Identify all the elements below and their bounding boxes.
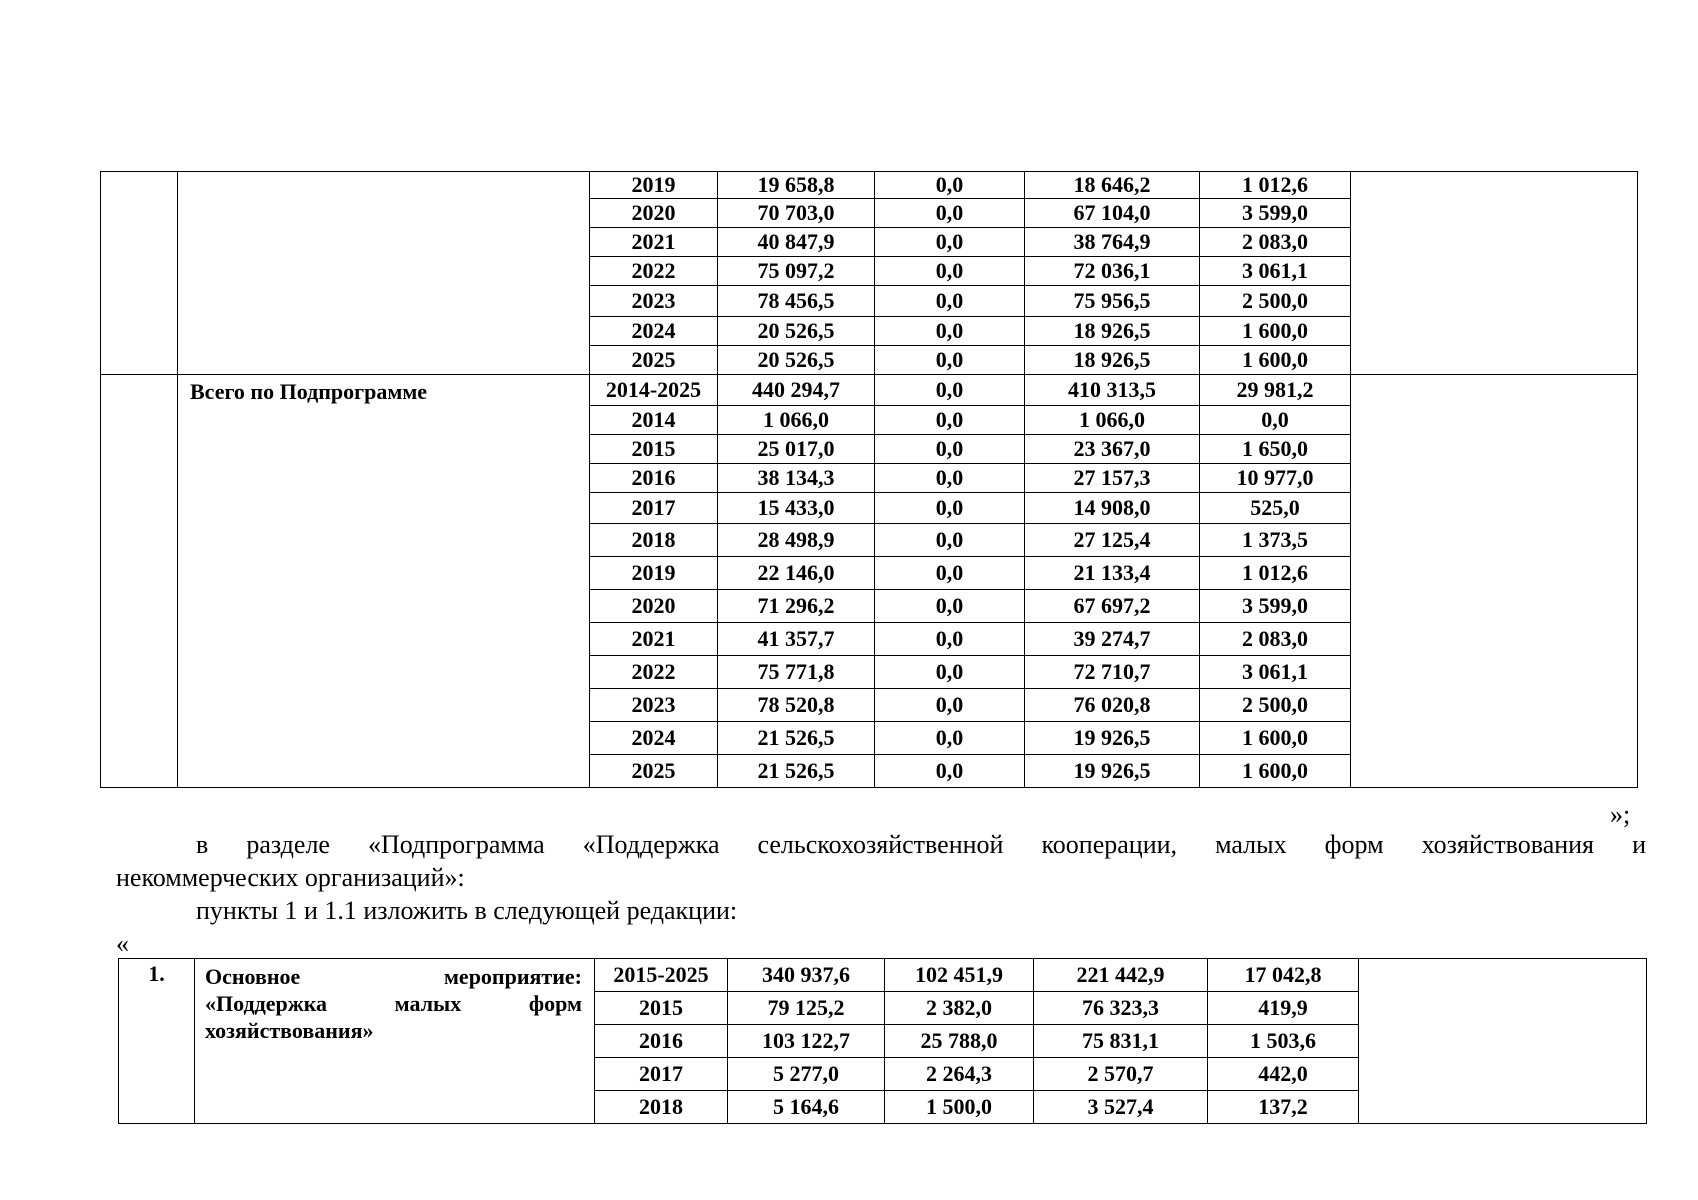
table-cell: 75 831,1 bbox=[1034, 1025, 1208, 1058]
table-cell: 2 500,0 bbox=[1200, 286, 1351, 317]
empty-cell bbox=[178, 172, 590, 375]
table-cell: 27 125,4 bbox=[1025, 524, 1200, 557]
table-cell: 15 433,0 bbox=[718, 493, 875, 524]
table-cell: 440 294,7 bbox=[718, 375, 875, 406]
table-cell: 221 442,9 bbox=[1034, 959, 1208, 992]
table-cell: 17 042,8 bbox=[1208, 959, 1359, 992]
table-cell: 0,0 bbox=[875, 435, 1025, 464]
measure-label-cell bbox=[195, 959, 595, 1124]
table-cell: 0,0 bbox=[875, 755, 1025, 788]
measure-label-line: хозяйствования» bbox=[205, 1018, 374, 1043]
table-cell: 1 600,0 bbox=[1200, 317, 1351, 346]
table-cell: 18 646,2 bbox=[1025, 172, 1200, 199]
table-cell: 25 788,0 bbox=[885, 1025, 1034, 1058]
table-cell: 2017 bbox=[595, 1058, 728, 1091]
paragraph-section-reference: в разделе «Подпрограмма «Поддержка сельскохозяйственной кооперации, малых форм хозяйствования и bbox=[196, 830, 1646, 859]
table-cell: 1 650,0 bbox=[1200, 435, 1351, 464]
table-cell: 1 600,0 bbox=[1200, 346, 1351, 375]
table-cell: 1 066,0 bbox=[718, 406, 875, 435]
table-cell: 72 036,1 bbox=[1025, 257, 1200, 286]
table-cell: 0,0 bbox=[875, 689, 1025, 722]
table-row bbox=[119, 959, 1647, 992]
table-cell: 21 133,4 bbox=[1025, 557, 1200, 590]
table-cell: 102 451,9 bbox=[885, 959, 1034, 992]
table-cell: 1 012,6 bbox=[1200, 172, 1351, 199]
table-cell: 0,0 bbox=[1200, 406, 1351, 435]
table-cell: 21 526,5 bbox=[718, 722, 875, 755]
table-cell: 0,0 bbox=[875, 406, 1025, 435]
measure-label-line: Основное мероприятие: bbox=[205, 964, 582, 989]
table-cell: 1 600,0 bbox=[1200, 722, 1351, 755]
table-cell: 2025 bbox=[590, 755, 718, 788]
table-cell: 27 157,3 bbox=[1025, 464, 1200, 493]
table-cell: 1 503,6 bbox=[1208, 1025, 1359, 1058]
table-cell: 2024 bbox=[590, 317, 718, 346]
table-cell: 2 500,0 bbox=[1200, 689, 1351, 722]
table-cell: 0,0 bbox=[875, 722, 1025, 755]
table-cell: 10 977,0 bbox=[1200, 464, 1351, 493]
table-cell: 0,0 bbox=[875, 656, 1025, 689]
table-cell: 340 937,6 bbox=[728, 959, 885, 992]
table-cell: 76 323,3 bbox=[1034, 992, 1208, 1025]
empty-cell bbox=[101, 375, 178, 788]
open-quote: « bbox=[116, 929, 129, 958]
table-cell: 3 061,1 bbox=[1200, 257, 1351, 286]
table-cell: 2022 bbox=[590, 257, 718, 286]
table-cell: 2 570,7 bbox=[1034, 1058, 1208, 1091]
table-cell: 78 520,8 bbox=[718, 689, 875, 722]
table-cell: 2 083,0 bbox=[1200, 228, 1351, 257]
measure-label-line: «Поддержка малых форм bbox=[205, 991, 582, 1016]
table-cell: 1 012,6 bbox=[1200, 557, 1351, 590]
table-cell: 2019 bbox=[590, 172, 718, 199]
table-cell: 2025 bbox=[590, 346, 718, 375]
table-cell: 2024 bbox=[590, 722, 718, 755]
table-cell: 2019 bbox=[590, 557, 718, 590]
table-cell: 71 296,2 bbox=[718, 590, 875, 623]
budget-table-continued bbox=[100, 171, 1638, 788]
table-cell: 0,0 bbox=[875, 257, 1025, 286]
table-cell: 0,0 bbox=[875, 375, 1025, 406]
table-cell: 21 526,5 bbox=[718, 755, 875, 788]
item-number: 1. bbox=[119, 959, 195, 1124]
table-cell: 2 264,3 bbox=[885, 1058, 1034, 1091]
total-label: Всего по Подпрограмме bbox=[190, 379, 428, 404]
table-cell: 2020 bbox=[590, 590, 718, 623]
table-cell: 28 498,9 bbox=[718, 524, 875, 557]
table-cell: 20 526,5 bbox=[718, 346, 875, 375]
table-cell: 76 020,8 bbox=[1025, 689, 1200, 722]
table-cell: 75 097,2 bbox=[718, 257, 875, 286]
table-cell: 5 164,6 bbox=[728, 1091, 885, 1124]
table-cell: 0,0 bbox=[875, 286, 1025, 317]
table-cell: 0,0 bbox=[875, 557, 1025, 590]
table-cell: 18 926,5 bbox=[1025, 317, 1200, 346]
table-cell: 2017 bbox=[590, 493, 718, 524]
table-cell: 410 313,5 bbox=[1025, 375, 1200, 406]
table-cell: 75 956,5 bbox=[1025, 286, 1200, 317]
table-cell: 23 367,0 bbox=[1025, 435, 1200, 464]
table-cell: 525,0 bbox=[1200, 493, 1351, 524]
closing-quote: »; bbox=[1610, 800, 1631, 829]
paragraph-instruction: пункты 1 и 1.1 изложить в следующей редакции: bbox=[196, 896, 738, 925]
total-label-cell bbox=[178, 375, 590, 788]
table-cell: 0,0 bbox=[875, 199, 1025, 228]
empty-cell bbox=[1359, 959, 1647, 1124]
table-cell: 0,0 bbox=[875, 172, 1025, 199]
table-cell: 0,0 bbox=[875, 524, 1025, 557]
paragraph-section-reference-cont: некоммерческих организаций»: bbox=[116, 863, 465, 892]
table-cell: 2023 bbox=[590, 689, 718, 722]
table-cell: 2 083,0 bbox=[1200, 623, 1351, 656]
table-cell: 1 600,0 bbox=[1200, 755, 1351, 788]
table-cell: 19 926,5 bbox=[1025, 755, 1200, 788]
table-cell: 18 926,5 bbox=[1025, 346, 1200, 375]
empty-cell bbox=[1351, 375, 1638, 788]
table-cell: 0,0 bbox=[875, 464, 1025, 493]
table-row bbox=[101, 172, 1638, 199]
table-cell: 2020 bbox=[590, 199, 718, 228]
table-cell: 41 357,7 bbox=[718, 623, 875, 656]
table-cell: 2018 bbox=[590, 524, 718, 557]
table-cell: 2014-2025 bbox=[590, 375, 718, 406]
empty-cell bbox=[101, 172, 178, 375]
table-cell: 1 066,0 bbox=[1025, 406, 1200, 435]
table-cell: 0,0 bbox=[875, 346, 1025, 375]
table-cell: 0,0 bbox=[875, 317, 1025, 346]
empty-cell bbox=[1351, 172, 1638, 375]
table-cell: 67 697,2 bbox=[1025, 590, 1200, 623]
table-cell: 419,9 bbox=[1208, 992, 1359, 1025]
table-cell: 1 500,0 bbox=[885, 1091, 1034, 1124]
table-cell: 75 771,8 bbox=[718, 656, 875, 689]
table-cell: 70 703,0 bbox=[718, 199, 875, 228]
table-cell: 2015-2025 bbox=[595, 959, 728, 992]
table-cell: 25 017,0 bbox=[718, 435, 875, 464]
table-cell: 78 456,5 bbox=[718, 286, 875, 317]
table-cell: 2015 bbox=[590, 435, 718, 464]
table-cell: 2021 bbox=[590, 228, 718, 257]
table-cell: 19 926,5 bbox=[1025, 722, 1200, 755]
table-cell: 72 710,7 bbox=[1025, 656, 1200, 689]
table-cell: 19 658,8 bbox=[718, 172, 875, 199]
table-cell: 2023 bbox=[590, 286, 718, 317]
table-cell: 0,0 bbox=[875, 493, 1025, 524]
table-cell: 5 277,0 bbox=[728, 1058, 885, 1091]
table-cell: 14 908,0 bbox=[1025, 493, 1200, 524]
table-cell: 79 125,2 bbox=[728, 992, 885, 1025]
table-cell: 22 146,0 bbox=[718, 557, 875, 590]
table-cell: 2014 bbox=[590, 406, 718, 435]
table-cell: 29 981,2 bbox=[1200, 375, 1351, 406]
table-cell: 39 274,7 bbox=[1025, 623, 1200, 656]
budget-table-new-edition bbox=[118, 958, 1647, 1124]
table-cell: 2015 bbox=[595, 992, 728, 1025]
table-cell: 1 373,5 bbox=[1200, 524, 1351, 557]
table-cell: 137,2 bbox=[1208, 1091, 1359, 1124]
table-cell: 2016 bbox=[590, 464, 718, 493]
table-cell: 3 527,4 bbox=[1034, 1091, 1208, 1124]
table-cell: 0,0 bbox=[875, 590, 1025, 623]
table-cell: 2022 bbox=[590, 656, 718, 689]
table-cell: 0,0 bbox=[875, 623, 1025, 656]
table-cell: 2 382,0 bbox=[885, 992, 1034, 1025]
table-cell: 2016 bbox=[595, 1025, 728, 1058]
table-cell: 2021 bbox=[590, 623, 718, 656]
table-cell: 67 104,0 bbox=[1025, 199, 1200, 228]
table-cell: 3 599,0 bbox=[1200, 199, 1351, 228]
measure-label bbox=[195, 959, 594, 1044]
table-cell: 3 061,1 bbox=[1200, 656, 1351, 689]
table-cell: 442,0 bbox=[1208, 1058, 1359, 1091]
table-cell: 40 847,9 bbox=[718, 228, 875, 257]
table-cell: 3 599,0 bbox=[1200, 590, 1351, 623]
table-row bbox=[101, 375, 1638, 406]
table-cell: 2018 bbox=[595, 1091, 728, 1124]
table-cell: 103 122,7 bbox=[728, 1025, 885, 1058]
table-cell: 0,0 bbox=[875, 228, 1025, 257]
table-cell: 20 526,5 bbox=[718, 317, 875, 346]
table-cell: 38 134,3 bbox=[718, 464, 875, 493]
table-cell: 38 764,9 bbox=[1025, 228, 1200, 257]
